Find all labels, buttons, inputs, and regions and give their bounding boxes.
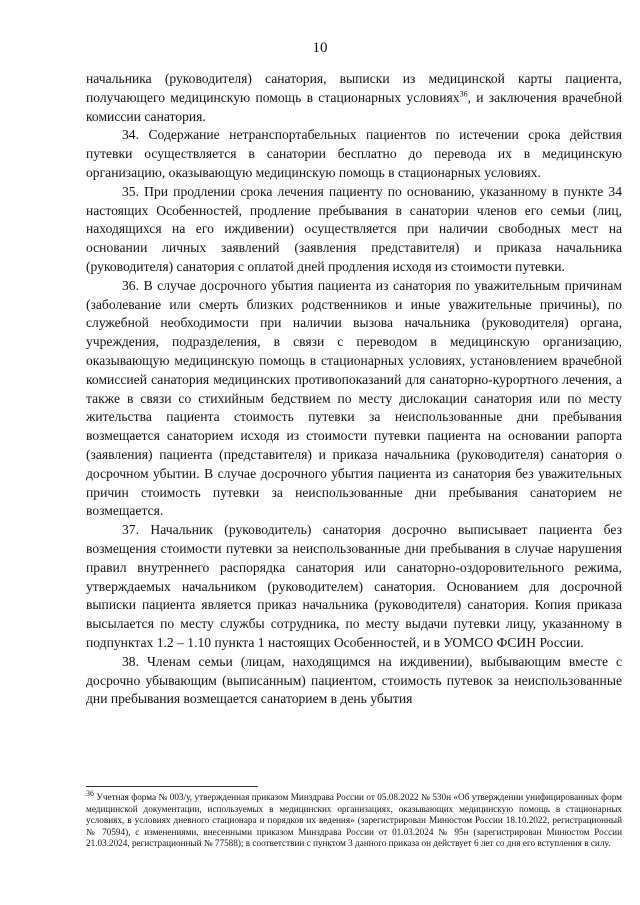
footnote bbox=[86, 788, 622, 850]
paragraph-38: 38. Членам семьи (лицам, находящимся на иждивении), выбывающим вместе с досрочно убывающим (выписанным) пациентом, стоимость путевок за неиспользованные дни пребывания возмещается санаторием в день убытия bbox=[86, 653, 622, 707]
footnote-text-36 bbox=[86, 788, 622, 850]
page-number: 10 bbox=[312, 40, 328, 56]
paragraph-34: 34. Содержание нетранспортабельных пациентов по истечении срока действия путевки осуществляется в санатории бесплатно до перевода их в медицинскую организацию, оказывающую медицинскую помощь в стационарных условиях. bbox=[86, 127, 622, 180]
continuation-text: начальника (руководителя) санатория, выписки из медицинской карты пациента, получающего медицинскую помощь в стационарных условиях bbox=[86, 71, 622, 105]
paragraph-continuation bbox=[86, 70, 622, 126]
body-text bbox=[86, 70, 622, 709]
footnote-marker: 36 bbox=[86, 788, 94, 798]
footnote-divider bbox=[86, 786, 258, 787]
paragraph-35: 35. При продлении срока лечения пациенту по основанию, указанному в пункте 34 настоящих Особенностей, продление пребывания в санатории членов его семьи (лиц, находящихся на его иждивении) осуществляется при наличии свободных мест на основании личных заявлений (заявления представителя) и приказа начальника (руководителя) санатория с оплатой дней продления исходя из стоимости путевки. bbox=[86, 183, 622, 274]
footnote-reference[interactable]: 36 bbox=[459, 89, 468, 99]
paragraph-36: 36. В случае досрочного убытия пациента из санатория по уважительным причинам (заболевание или смерть близких родственников и иные уважительные причины), по служебной необходимости при наличии вызова начальника (руководителя) органа, учреждения, подразделения, в связи с переводом в медицинскую организацию, оказывающую медицинскую помощь в стационарных условиях, установлением врачебной комиссией санатория медицинских противопоказаний для санаторно-курортного лечения, а также в связи со стихийным бедствием по месту дислокации санатория или по месту жительства пациента стоимость путевки за неиспользованные дни пребывания возмещается санаторием исходя из стоимости путевки пациента на основании рапорта (заявления) пациента (представителя) и приказа начальника (руководителя) санатория о досрочном убытии. В случае досрочного убытия пациента из санатория без уважительных причин стоимость путевки за неиспользованные дни пребывания санаторием не возмещается. bbox=[86, 277, 622, 519]
paragraph-37: 37. Начальник (руководитель) санатория досрочно выписывает пациента без возмещения стоимости путевки за неиспользованные дни пребывания в случае нарушения правил внутреннего распорядка санатория или санаторно-оздоровительного режима, утверждаемых начальником (руководителем) санатория. Основанием для досрочной выписки пациента является приказ начальника (руководителя) санатория. Копия приказа высылается по месту службы сотрудника, по месту выдачи путевки лицу, указанному в подпунктах 1.2 – 1.10 пункта 1 настоящих Особенностей, и в УОМСО ФСИН России. bbox=[86, 522, 622, 650]
continuation-end-text: , и заключения врачебной комиссии санатория. bbox=[86, 89, 622, 124]
footnote-body: Учетная форма № 003/у, утвержденная приказом Минздрава России от 05.08.2022 № 530н «Об утверждении унифицированных форм медицинской документации, используемых в медицинских организациях, оказывающих медицинскую помощь в стационарных условиях, в условиях дневного стационара и порядков их ведения» (зарегистрирован Минюстом России 18.10.2022, регистрационный № 70594), с изменениями, внесенными приказом Минздрава России от 01.03.2024 № 95н (зарегистрирован Минюстом России 21.03.2024, регистрационный № 77588); в соответствии с пунктом 3 данного приказа он действует 6 лет со дня его вступления в силу. bbox=[86, 792, 622, 849]
